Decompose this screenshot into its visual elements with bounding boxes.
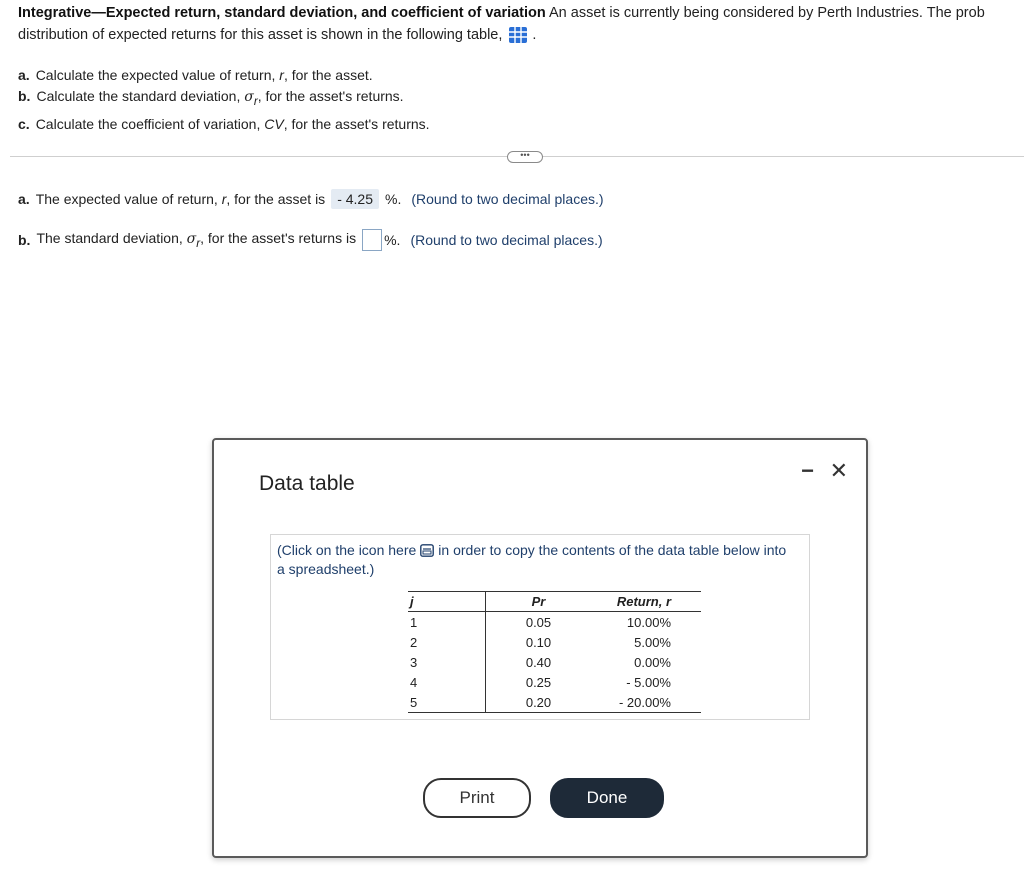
answer-b-sub: r [196, 236, 201, 250]
answer-b-label: b. [18, 232, 31, 248]
answer-b-hint: (Round to two decimal places.) [410, 232, 603, 248]
answer-b-unit: %. [384, 232, 401, 248]
done-button[interactable]: Done [550, 778, 664, 818]
cell-j: 5 [408, 692, 486, 713]
table-row [408, 652, 701, 672]
cell-j: 1 [408, 612, 486, 633]
answer-a-label: a. [18, 191, 30, 207]
col-header-pr: Pr [486, 592, 592, 612]
table-row [408, 692, 701, 713]
part-c-var: CV [264, 115, 284, 132]
answer-a-hint: (Round to two decimal places.) [411, 191, 604, 207]
cell-return: 0.00% [634, 654, 671, 670]
spreadsheet-grid-icon[interactable] [508, 26, 528, 44]
problem-statement [18, 2, 1024, 46]
minimize-icon[interactable]: − [801, 458, 814, 483]
question-parts [18, 65, 430, 135]
cell-return: - 5.00% [626, 674, 671, 690]
cell-return: 10.00% [626, 614, 671, 630]
cell-j: 2 [408, 632, 486, 652]
col-header-j: j [408, 592, 486, 612]
answer-a-value: - 4.25 [331, 189, 379, 209]
cell-pr: 0.25 [525, 674, 552, 690]
answer-a-unit: %. [385, 191, 402, 207]
part-c-label: c. [18, 115, 30, 132]
part-b-text-post: , for the asset's returns. [257, 88, 404, 104]
part-c-text: Calculate the coefficient of variation, [35, 115, 261, 132]
answer-b-text: The standard deviation, [36, 230, 183, 247]
answer-a-text-mid: , for the asset is [226, 191, 326, 207]
cell-return: 5.00% [634, 634, 671, 650]
print-button[interactable]: Print [423, 778, 531, 818]
close-icon[interactable]: ✕ [829, 458, 848, 483]
problem-text-line1: An asset is currently being considered by Perth Industries. The prob [548, 5, 985, 21]
std-dev-input[interactable] [362, 229, 382, 251]
cell-pr: 0.10 [525, 634, 552, 650]
cell-pr: 0.20 [486, 692, 592, 713]
returns-table [408, 591, 701, 713]
cell-j: 4 [408, 672, 486, 692]
cell-j: 3 [408, 652, 486, 672]
data-table-dialog [212, 438, 868, 858]
part-a-label: a. [18, 67, 30, 83]
data-table-frame [270, 534, 810, 720]
part-c [18, 114, 430, 135]
part-a-text: Calculate the expected value of return, [35, 67, 276, 83]
part-a-var: r [279, 67, 284, 83]
part-a [18, 65, 430, 86]
part-b-label: b. [18, 88, 31, 104]
table-row [408, 612, 701, 633]
expand-more-button[interactable]: ••• [507, 151, 543, 163]
problem-title: Integrative—Expected return, standard deviation, and coefficient of variation [18, 5, 546, 21]
answer-b-text-mid: , for the asset's returns is [200, 230, 357, 247]
col-header-return: Return, r [591, 592, 701, 612]
copy-note-pre: (Click on the icon here [277, 542, 417, 558]
copy-note-post: in order to copy the contents of the data table below into a spreadsheet.) [277, 542, 787, 577]
cell-return: - 20.00% [591, 692, 701, 713]
part-a-text-post: , for the asset. [283, 67, 373, 83]
part-b-text: Calculate the standard deviation, [36, 88, 241, 104]
answer-b [18, 229, 603, 251]
cell-pr: 0.05 [525, 614, 552, 630]
copy-spreadsheet-icon[interactable] [420, 544, 434, 557]
copy-note [277, 541, 797, 579]
part-b-sub: r [253, 94, 258, 108]
dialog-title: Data table [259, 472, 355, 495]
table-row [408, 632, 701, 652]
answer-b-var: σ [186, 231, 197, 248]
table-row [408, 672, 701, 692]
part-c-text-post: , for the asset's returns. [283, 115, 430, 132]
answer-a [18, 189, 604, 209]
answer-a-var: r [221, 191, 227, 207]
problem-text-line2-end: . [532, 27, 537, 43]
part-b [18, 86, 430, 112]
cell-pr: 0.40 [525, 654, 552, 670]
problem-text-line2: distribution of expected returns for this asset is shown in the following table, [18, 27, 503, 43]
table-header-row [408, 592, 701, 612]
answer-a-text: The expected value of return, [35, 191, 218, 207]
part-b-var: σ [244, 89, 254, 105]
